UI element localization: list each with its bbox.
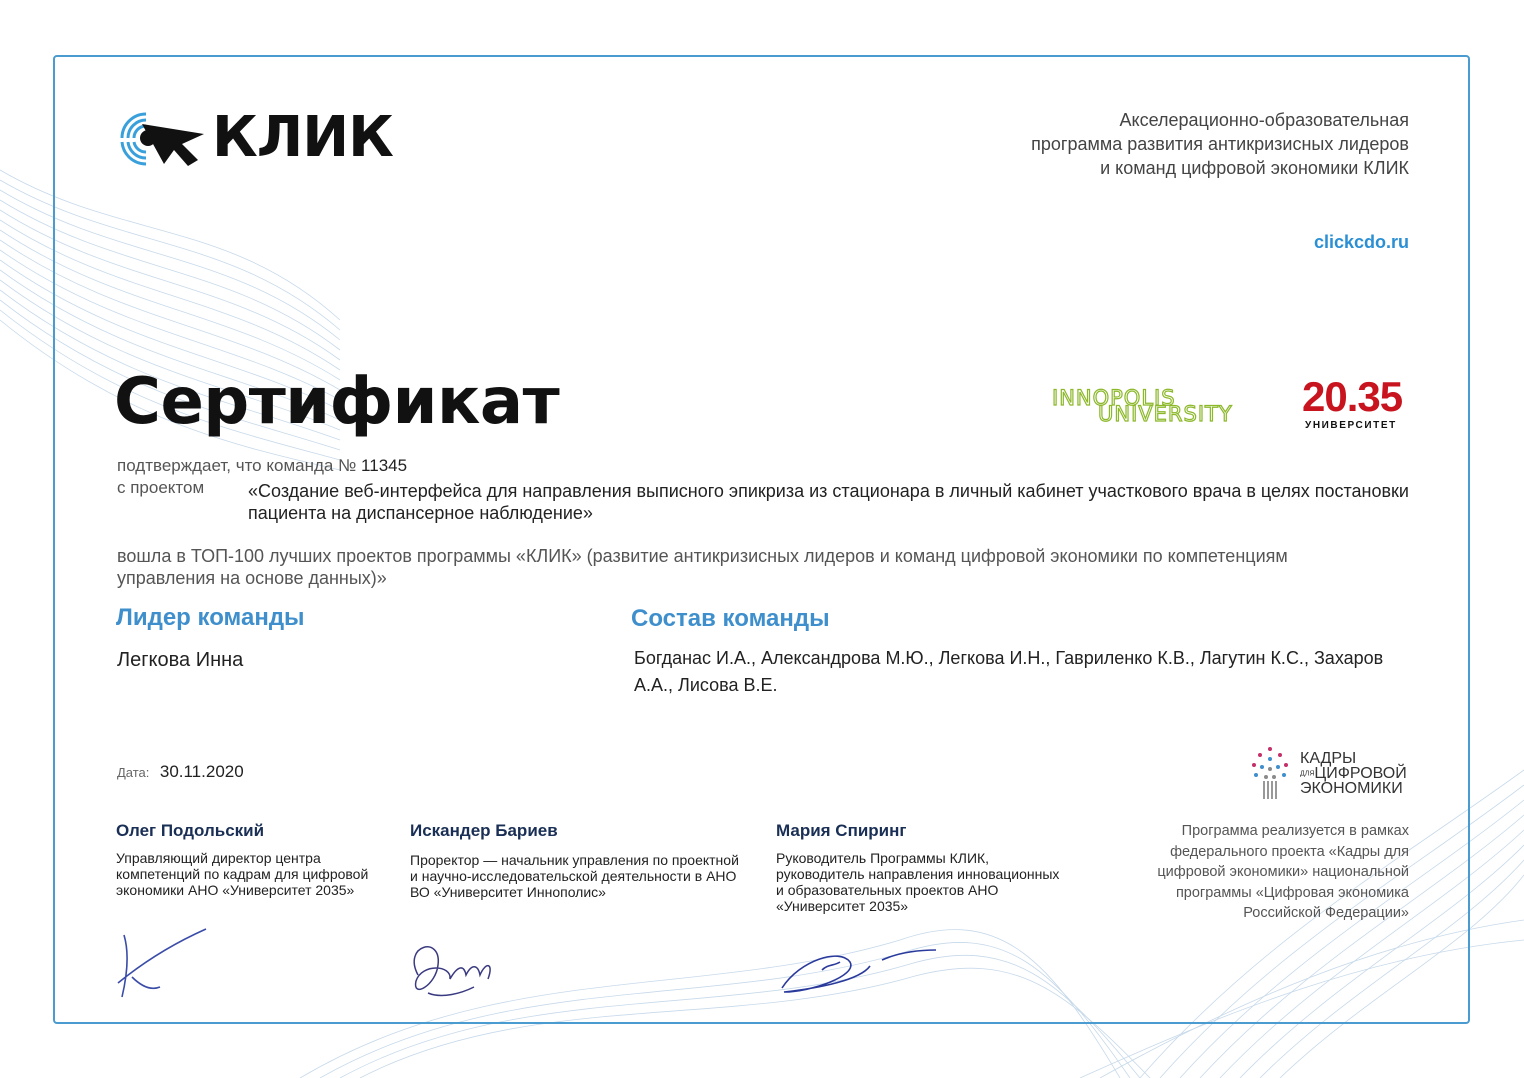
university-2035-number: 20.35 — [1302, 373, 1403, 420]
date-label: Дата: — [117, 765, 150, 780]
innopolis-logo-word-2: UNIVERSITY — [1098, 402, 1233, 426]
innopolis-logo-word-1: INNOPOLIS — [1052, 386, 1176, 410]
date-value: 30.11.2020 — [159, 762, 244, 781]
innopolis-university-logo — [1052, 383, 1252, 431]
signatory-name: Искандер Бариев — [410, 821, 558, 840]
website-link[interactable]: clickcdo.ru — [1313, 232, 1409, 252]
certificate-title: Сертификат — [114, 365, 560, 439]
kadry-line-2-main: ЦИФРОВОЙ — [1314, 765, 1407, 782]
signatory-1 — [116, 821, 376, 898]
signatory-name: Олег Подольский — [116, 821, 265, 840]
project-title: «Создание веб-интерфейса для направления выписного эпикриза из стационара в личный кабинет участкового врача в целях постановки пациента на диспансерное наблюдение» — [248, 481, 1409, 523]
program-description: Акселерационно-образовательная программа развития антикризисных лидеров и команд цифровой экономики КЛИК — [1031, 110, 1409, 178]
signatory-3 — [776, 821, 1066, 914]
kadry-line-2 — [1300, 766, 1407, 781]
kadry-tree-icon — [1248, 745, 1292, 801]
issue-date — [117, 762, 244, 782]
kadry-digital-economy-logo — [1248, 745, 1418, 801]
signature-1 — [110, 925, 220, 1005]
signature-3 — [770, 940, 940, 1000]
signatory-name: Мария Спиринг — [776, 821, 907, 840]
kadry-line-3: ЭКОНОМИКИ — [1300, 780, 1403, 798]
with-project-label: с проектом — [117, 478, 205, 497]
team-leader-name: Легкова Инна — [117, 649, 244, 671]
klik-logo — [116, 106, 416, 170]
kadry-line-2-small: ДЛЯ — [1300, 770, 1315, 778]
klik-logo-text: КЛИК — [212, 105, 393, 170]
innopolis-logo-icon — [1052, 383, 1252, 431]
team-number: 11345 — [361, 456, 408, 475]
kadry-line-1: КАДРЫ — [1300, 750, 1357, 767]
university-2035-logo — [1302, 374, 1412, 436]
team-leader-heading: Лидер команды — [116, 604, 305, 631]
signatory-position: Руководитель Программы КЛИК, руководитель направления инновационных и образовательных проектов АНО «Университет 2035» — [776, 850, 1060, 914]
confirms-text: подтверждает, что команда № — [117, 456, 357, 475]
team-members-list: Богданас И.А., Александрова М.Ю., Легкова И.Н., Гавриленко К.В., Лагутин К.С., Захаров А.А., Лисова В.Е. — [634, 648, 1384, 695]
signatory-position: Управляющий директор центра компетенций по кадрам для цифровой экономики АНО «Университет 2035» — [116, 850, 369, 898]
team-members-heading: Состав команды — [631, 605, 830, 632]
signature-2 — [402, 935, 502, 1005]
signatory-position: Проректор — начальник управления по проектной и научно-исследовательской деятельности в АНО ВО «Университет Иннополис» — [410, 852, 739, 900]
signatory-2 — [410, 821, 750, 900]
top100-statement: вошла в ТОП-100 лучших проектов программы «КЛИК» (развитие антикризисных лидеров и команд цифровой экономики по компетенциям управления на основе данных)» — [117, 546, 1288, 588]
confirms-line — [117, 456, 407, 476]
kadry-logo-text — [1300, 751, 1407, 796]
klik-cursor-icon — [116, 106, 212, 170]
program-note: Программа реализуется в рамках федерального проекта «Кадры для цифровой экономики» национальной программы «Цифровая экономика Российской Федерации» — [1157, 823, 1409, 921]
university-2035-label: УНИВЕРСИТЕТ — [1305, 420, 1397, 431]
